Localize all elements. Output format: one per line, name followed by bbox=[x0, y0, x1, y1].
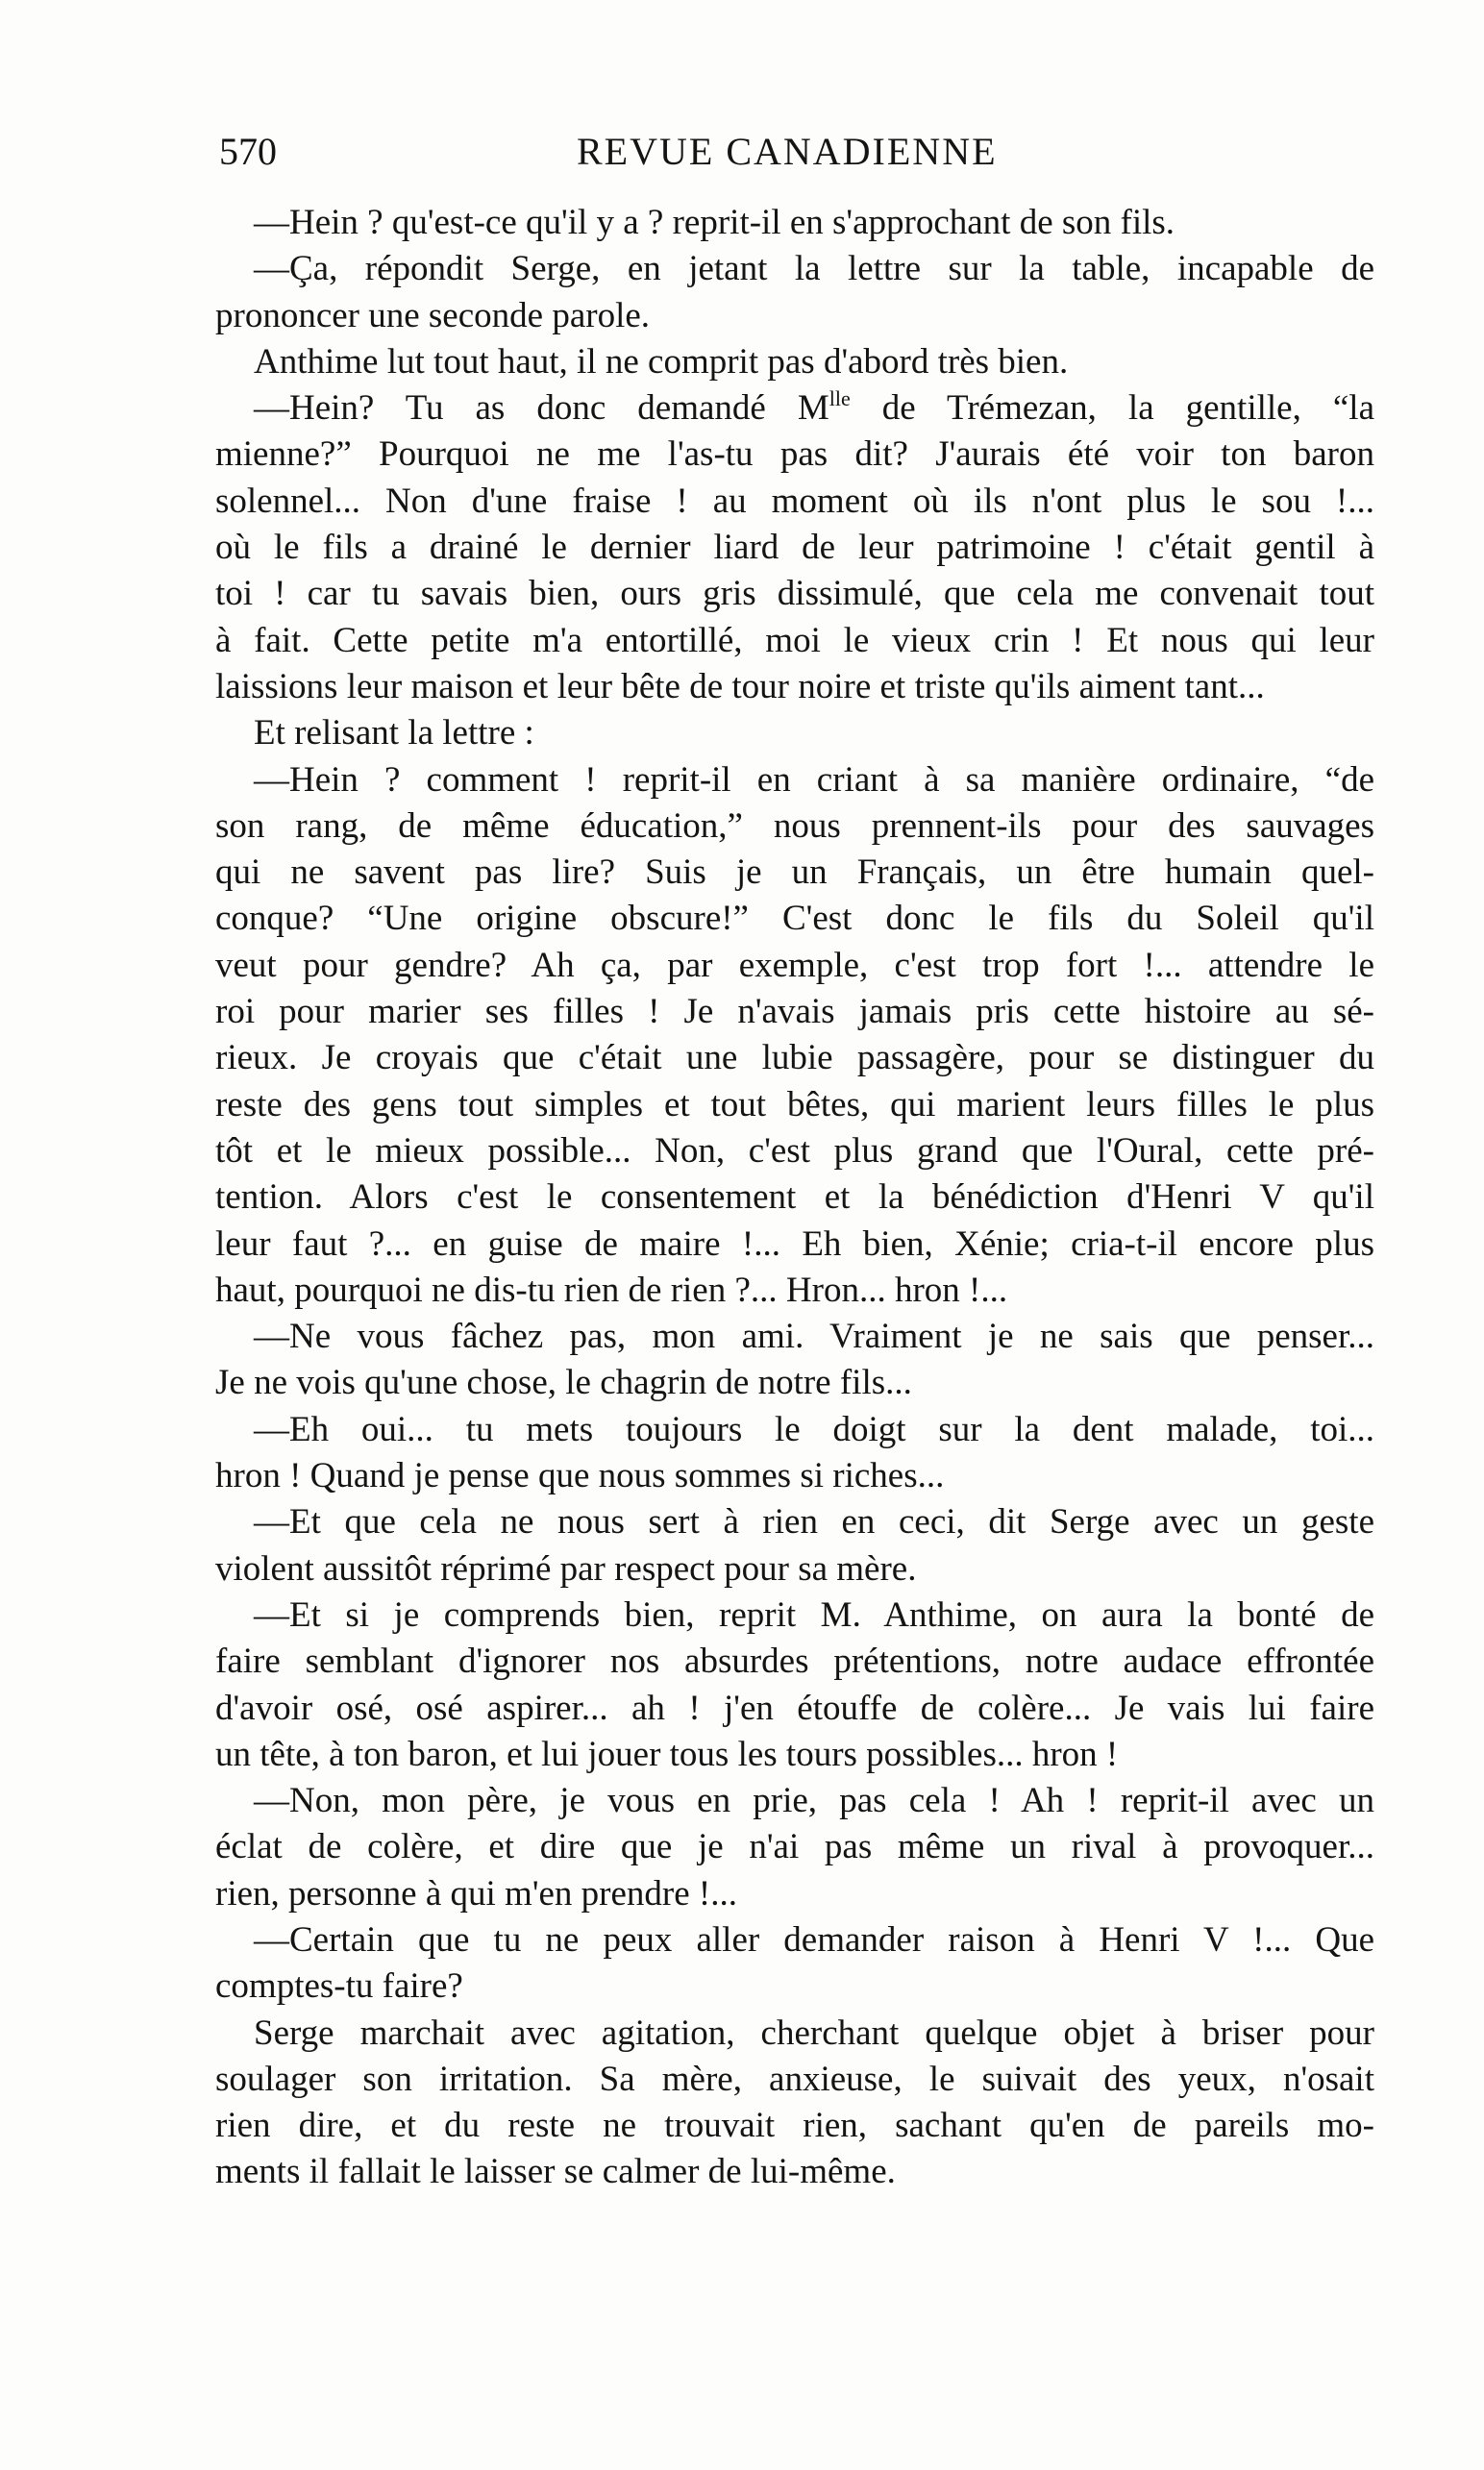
running-title: REVUE CANADIENNE bbox=[577, 130, 998, 173]
text-line: reste des gens tout simples et tout bêtes, qui marient leurs filles le plus bbox=[215, 1084, 1374, 1124]
text-line: —Et que cela ne nous sert à rien en ceci, dit Serge avec un geste bbox=[254, 1502, 1374, 1543]
text-line: à fait. Cette petite m'a entortillé, moi le vieux crin ! Et nous qui leur bbox=[215, 620, 1374, 660]
text-line: —Ça, répondit Serge, en jetant la lettre sur la table, incapable de bbox=[254, 249, 1374, 289]
text-line: d'avoir osé, osé aspirer... ah ! j'en étouffe de colère... Je vais lui faire bbox=[215, 1688, 1374, 1728]
text-line: conque? “Une origine obscure!” C'est donc le fils du Soleil qu'il bbox=[215, 899, 1374, 939]
text-line: leur faut ?... en guise de maire !... Eh bien, Xénie; cria-t-il encore plus bbox=[215, 1223, 1374, 1264]
text-line: qui ne savent pas lire? Suis je un Français, un être humain quel- bbox=[215, 852, 1374, 893]
text-line: soulager son irritation. Sa mère, anxieuse, le suivait des yeux, n'osait bbox=[215, 2059, 1374, 2099]
text-line: —Eh oui... tu mets toujours le doigt sur la dent malade, toi... bbox=[254, 1409, 1374, 1449]
text-line: toi ! car tu savais bien, ours gris dissimulé, que cela me convenait tout bbox=[215, 574, 1374, 614]
text-line: rien dire, et du reste ne trouvait rien, sachant qu'en de pareils mo- bbox=[215, 2106, 1374, 2146]
text-line bbox=[215, 385, 1374, 432]
text-line: Serge marchait avec agitation, cherchant quelque objet à briser pour bbox=[254, 2013, 1374, 2053]
superscript: lle bbox=[829, 386, 851, 411]
text-line: mienne?” Pourquoi ne me l'as-tu pas dit? J'aurais été voir ton baron bbox=[215, 434, 1374, 475]
text-line: —Ne vous fâchez pas, mon ami. Vraiment je ne sais que penser... bbox=[254, 1317, 1374, 1357]
text-line: —Non, mon père, je vous en prie, pas cela ! Ah ! reprit-il avec un bbox=[254, 1781, 1374, 1821]
text-line: comptes-tu faire? bbox=[215, 1966, 463, 2007]
page-number: 570 bbox=[219, 130, 277, 173]
text-line: Anthime lut tout haut, il ne comprit pas d'abord très bien. bbox=[254, 341, 1069, 382]
text-line: tôt et le mieux possible... Non, c'est plus grand que l'Oural, cette pré- bbox=[215, 1130, 1374, 1171]
text-line: rieux. Je croyais que c'était une lubie passagère, pour se distinguer du bbox=[215, 1038, 1374, 1078]
text-line: violent aussitôt réprimé par respect pour sa mère. bbox=[215, 1548, 917, 1589]
text-line: ments il fallait le laisser se calmer de lui-même. bbox=[215, 2152, 896, 2192]
text-line: —Certain que tu ne peux aller demander raison à Henri V !... Que bbox=[254, 1919, 1374, 1960]
text-line: —Et si je comprends bien, reprit M. Anthime, on aura la bonté de bbox=[254, 1594, 1374, 1635]
text-line-part: de Trémezan, la gentille, “la bbox=[850, 388, 1374, 429]
text-line: un tête, à ton baron, et lui jouer tous les tours possibles... hron ! bbox=[215, 1734, 1119, 1774]
text-line: où le fils a drainé le dernier liard de leur patrimoine ! c'était gentil à bbox=[215, 528, 1374, 568]
text-line: son rang, de même éducation,” nous prennent-ils pour des sauvages bbox=[215, 805, 1374, 846]
text-line: Et relisant la lettre : bbox=[254, 713, 534, 753]
text-line: faire semblant d'ignorer nos absurdes prétentions, notre audace effrontée bbox=[215, 1642, 1374, 1682]
text-line: haut, pourquoi ne dis-tu rien de rien ?... Hron... hron !... bbox=[215, 1270, 1008, 1310]
text-line: —Hein ? qu'est-ce qu'il y a ? reprit-il en s'approchant de son fils. bbox=[254, 203, 1175, 242]
text-line: solennel... Non d'une fraise ! au moment où ils n'ont plus le sou !... bbox=[215, 481, 1374, 521]
text-line: hron ! Quand je pense que nous sommes si riches... bbox=[215, 1456, 945, 1496]
text-line: tention. Alors c'est le consentement et la bénédiction d'Henri V qu'il bbox=[215, 1177, 1374, 1218]
page-header bbox=[219, 123, 1373, 181]
text-line: veut pour gendre? Ah ça, par exemple, c'est trop fort !... attendre le bbox=[215, 945, 1374, 985]
body-text bbox=[215, 200, 1374, 2196]
text-line: —Hein ? comment ! reprit-il en criant à sa manière ordinaire, “de bbox=[254, 759, 1374, 800]
text-line: Je ne vois qu'une chose, le chagrin de notre fils... bbox=[215, 1363, 912, 1403]
text-line: prononcer une seconde parole. bbox=[215, 295, 651, 335]
text-line: rien, personne à qui m'en prendre !... bbox=[215, 1873, 737, 1914]
text-line: éclat de colère, et dire que je n'ai pas même un rival à provoquer... bbox=[215, 1827, 1374, 1867]
text-line-part: —Hein? Tu as donc demandé M bbox=[254, 388, 829, 429]
text-line: roi pour marier ses filles ! Je n'avais jamais pris cette histoire au sé- bbox=[215, 992, 1374, 1032]
text-line: laissions leur maison et leur bête de tour noire et triste qu'ils aiment tant... bbox=[215, 666, 1265, 706]
